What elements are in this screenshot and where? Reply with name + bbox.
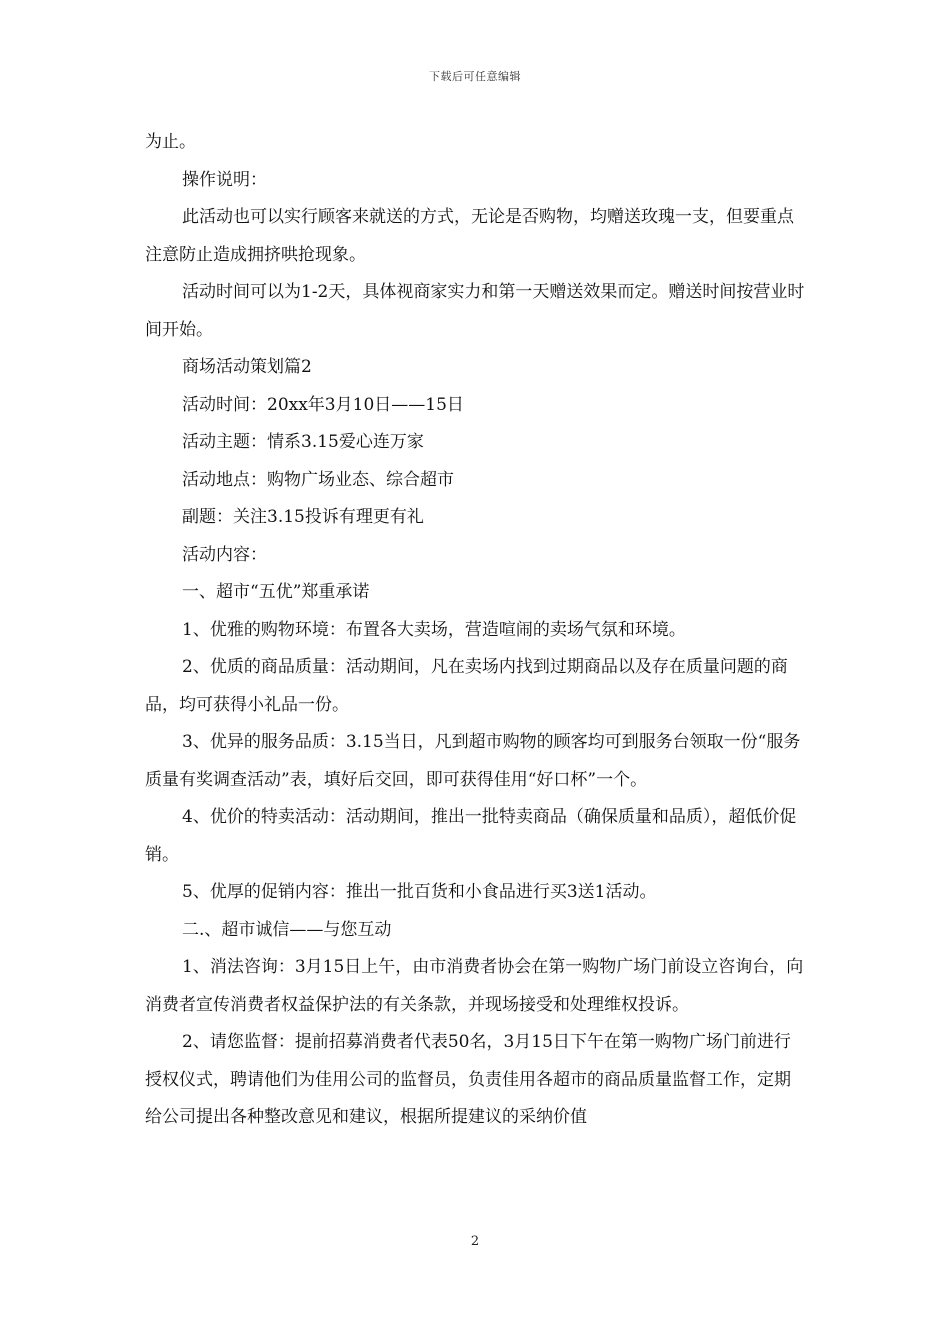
- section-heading: 商场活动策划篇2: [182, 357, 312, 377]
- section-heading: 一、超市“五优”郑重承诺: [182, 582, 370, 602]
- paragraph: 1、消法咨询：3月15日上午，由市消费者协会在第一购物广场门前设立咨询台，向消费者宣传消费者权益保护法的有关条款，并现场接受和处理维权投诉。: [145, 957, 804, 1015]
- page-number: 2: [470, 1234, 480, 1249]
- document-body: [145, 124, 805, 1137]
- paragraph: 4、优价的特卖活动：活动期间，推出一批特卖商品（确保质量和品质），超低价促销。: [145, 807, 797, 865]
- section-heading: 二.、超市诚信——与您互动: [182, 919, 392, 940]
- paragraph: 活动地点：购物广场业态、综合超市: [182, 469, 454, 490]
- paragraph: 此活动也可以实行顾客来就送的方式，无论是否购物，均赠送玫瑰一支，但要重点注意防止造成拥挤哄抢现象。: [145, 207, 794, 265]
- paragraph: 活动时间可以为1-2天，具体视商家实力和第一天赠送效果而定。赠送时间按营业时间开始。: [145, 282, 805, 340]
- paragraph: 活动内容：: [182, 544, 267, 565]
- paragraph: 1、优雅的购物环境：布置各大卖场，营造喧闹的卖场气氛和环境。: [182, 619, 686, 640]
- paragraph: 为止。: [145, 132, 196, 152]
- paragraph: 5、优厚的促销内容：推出一批百货和小食品进行买3送1活动。: [182, 882, 657, 902]
- page-header: 下载后可任意编辑: [429, 70, 521, 83]
- paragraph: 2、优质的商品质量：活动期间，凡在卖场内找到过期商品以及存在质量问题的商品，均可获得小礼品一份。: [145, 657, 788, 715]
- paragraph: 活动时间：20xx年3月10日——15日: [182, 394, 464, 415]
- paragraph: 3、优异的服务品质：3.15当日，凡到超市购物的顾客均可到服务台领取一份“服务质量有奖调查活动”表，填好后交回，即可获得佳用“好口杯”一个。: [145, 732, 801, 790]
- paragraph: 操作说明：: [182, 169, 267, 190]
- paragraph: 2、请您监督：提前招募消费者代表50名，3月15日下午在第一购物广场门前进行授权仪式，聘请他们为佳用公司的监督员，负责佳用各超市的商品质量监督工作，定期给公司提出各种整改意见和建议，根据所提建议的采纳价值: [145, 1032, 791, 1127]
- paragraph: 活动主题：情系3.15爱心连万家: [182, 432, 424, 452]
- paragraph: 副题：关注3.15投诉有理更有礼: [182, 507, 424, 527]
